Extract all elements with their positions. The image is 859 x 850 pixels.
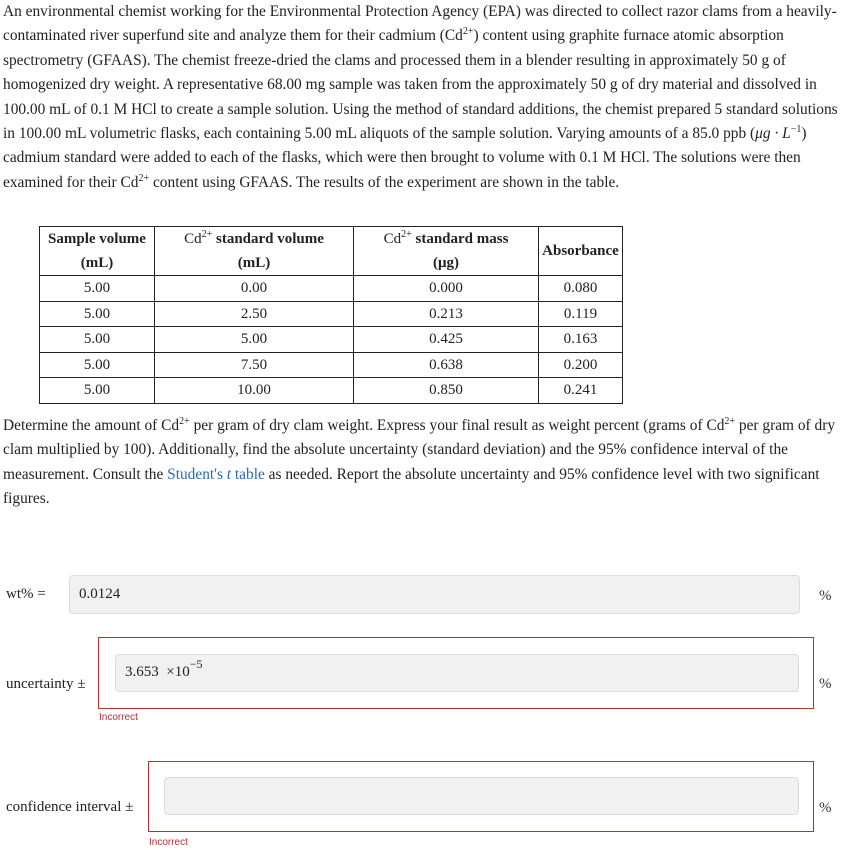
problem-text: An environmental chemist working for the Environmental Protection Agency (EPA) was directed to collect razor clams from a heavily-contaminated river superfund site and analyze them for their cadmium (Cd: [3, 3, 837, 45]
table-cell: 0.200: [539, 352, 623, 378]
problem-text: ) cadmium standard were added to each of the flasks, which were then brought to volume with 0.1 M HCl. The solutions were then examined for their Cd: [3, 125, 807, 191]
table-cell: 5.00: [40, 276, 155, 302]
question-text: per gram of dry clam weight. Express your final result as weight percent (grams of Cd: [189, 417, 725, 434]
table-cell: 0.080: [539, 276, 623, 302]
table-cell: 0.241: [539, 378, 623, 404]
wt-percent-input[interactable]: [69, 575, 800, 614]
confidence-interval-label: confidence interval ±: [6, 799, 134, 815]
table-cell: 10.00: [155, 378, 354, 404]
problem-statement: [3, 0, 848, 195]
charge-superscript: 2+: [179, 416, 190, 427]
charge-superscript: 2+: [724, 416, 736, 427]
question-text: per gram of dry clam multiplied by 100). Additionally, find the absolute uncertainty (standard deviation) and the 95% confidence interval of the measurement. Consult the: [3, 417, 836, 483]
table-cell: 5.00: [40, 301, 155, 327]
table-cell: 0.163: [539, 327, 623, 353]
table-cell: 7.50: [155, 352, 354, 378]
question-paragraph: [3, 414, 848, 512]
table-cell: 0.00: [155, 276, 354, 302]
table-row: [40, 327, 623, 353]
header-absorbance: Absorbance: [539, 227, 623, 276]
uncertainty-unit: %: [819, 676, 832, 692]
wt-percent-value: 0.0124: [79, 586, 121, 602]
uncertainty-input[interactable]: [115, 654, 799, 692]
table-cell: 5.00: [40, 352, 155, 378]
table-header-row: [40, 227, 623, 276]
table-row: [40, 301, 623, 327]
unit-text: μg · L: [755, 125, 791, 143]
table-row: [40, 352, 623, 378]
header-standard-volume: $Cd^{2+}$ standard volume (mL): [155, 227, 354, 276]
table-cell: 0.425: [354, 327, 539, 353]
table-row: [40, 276, 623, 302]
uncertainty-label: uncertainty ±: [6, 676, 86, 692]
wt-percent-unit: %: [819, 588, 832, 604]
problem-text: ) content using graphite furnace atomic absorption spectrometry (GFAAS). The chemist freeze-dried the clams and processed them in a blender resulting in approximately 50 g of homogenized dry weight. A representative 68.00 mg sample was taken from the approximately 50 g of dry material and dissolved in 100.00 mL of 0.1 M HCl to create a sample solution. Using the method of standard additions, the chemist prepared 5 standard solutions in 100.00 mL volumetric flasks, each containing 5.00 mL aliquots of the sample solution. Varying amounts of a 85.0 ppb (: [3, 27, 838, 143]
confidence-interval-incorrect-message: Incorrect: [149, 837, 188, 848]
charge-superscript: 2+: [138, 172, 150, 184]
charge-superscript: 2+: [462, 26, 474, 38]
table-cell: 0.850: [354, 378, 539, 404]
problem-text: content using GFAAS. The results of the experiment are shown in the table.: [149, 173, 620, 191]
uncertainty-value: $3.653 \times 10^{-5}$: [125, 657, 203, 680]
question-text: as needed. Report the absolute uncertainty and 95% confidence level with two significant figures.: [3, 465, 820, 508]
confidence-interval-unit: %: [819, 800, 832, 816]
table-cell: 5.00: [155, 327, 354, 353]
problem-paragraph-1: [3, 0, 848, 195]
wt-percent-label: wt% =: [6, 586, 46, 602]
students-t-table-link[interactable]: Student's t table: [167, 465, 265, 483]
table-row: [40, 378, 623, 404]
table-cell: 2.50: [155, 301, 354, 327]
header-sample-volume: Sample volume (mL): [40, 227, 155, 276]
table-cell: 5.00: [40, 378, 155, 404]
table-cell: 0.213: [354, 301, 539, 327]
table-cell: 0.638: [354, 352, 539, 378]
question-text: Determine the amount of Cd: [3, 417, 180, 434]
results-table: [39, 226, 623, 404]
confidence-interval-input[interactable]: [164, 777, 799, 815]
table-cell: 5.00: [40, 327, 155, 353]
table-cell: 0.119: [539, 301, 623, 327]
table-cell: 0.000: [354, 276, 539, 302]
unit-exponent: −1: [790, 124, 802, 136]
uncertainty-incorrect-message: Incorrect: [99, 712, 138, 723]
header-standard-mass: $Cd^{2+}$ standard mass (μg): [354, 227, 539, 276]
